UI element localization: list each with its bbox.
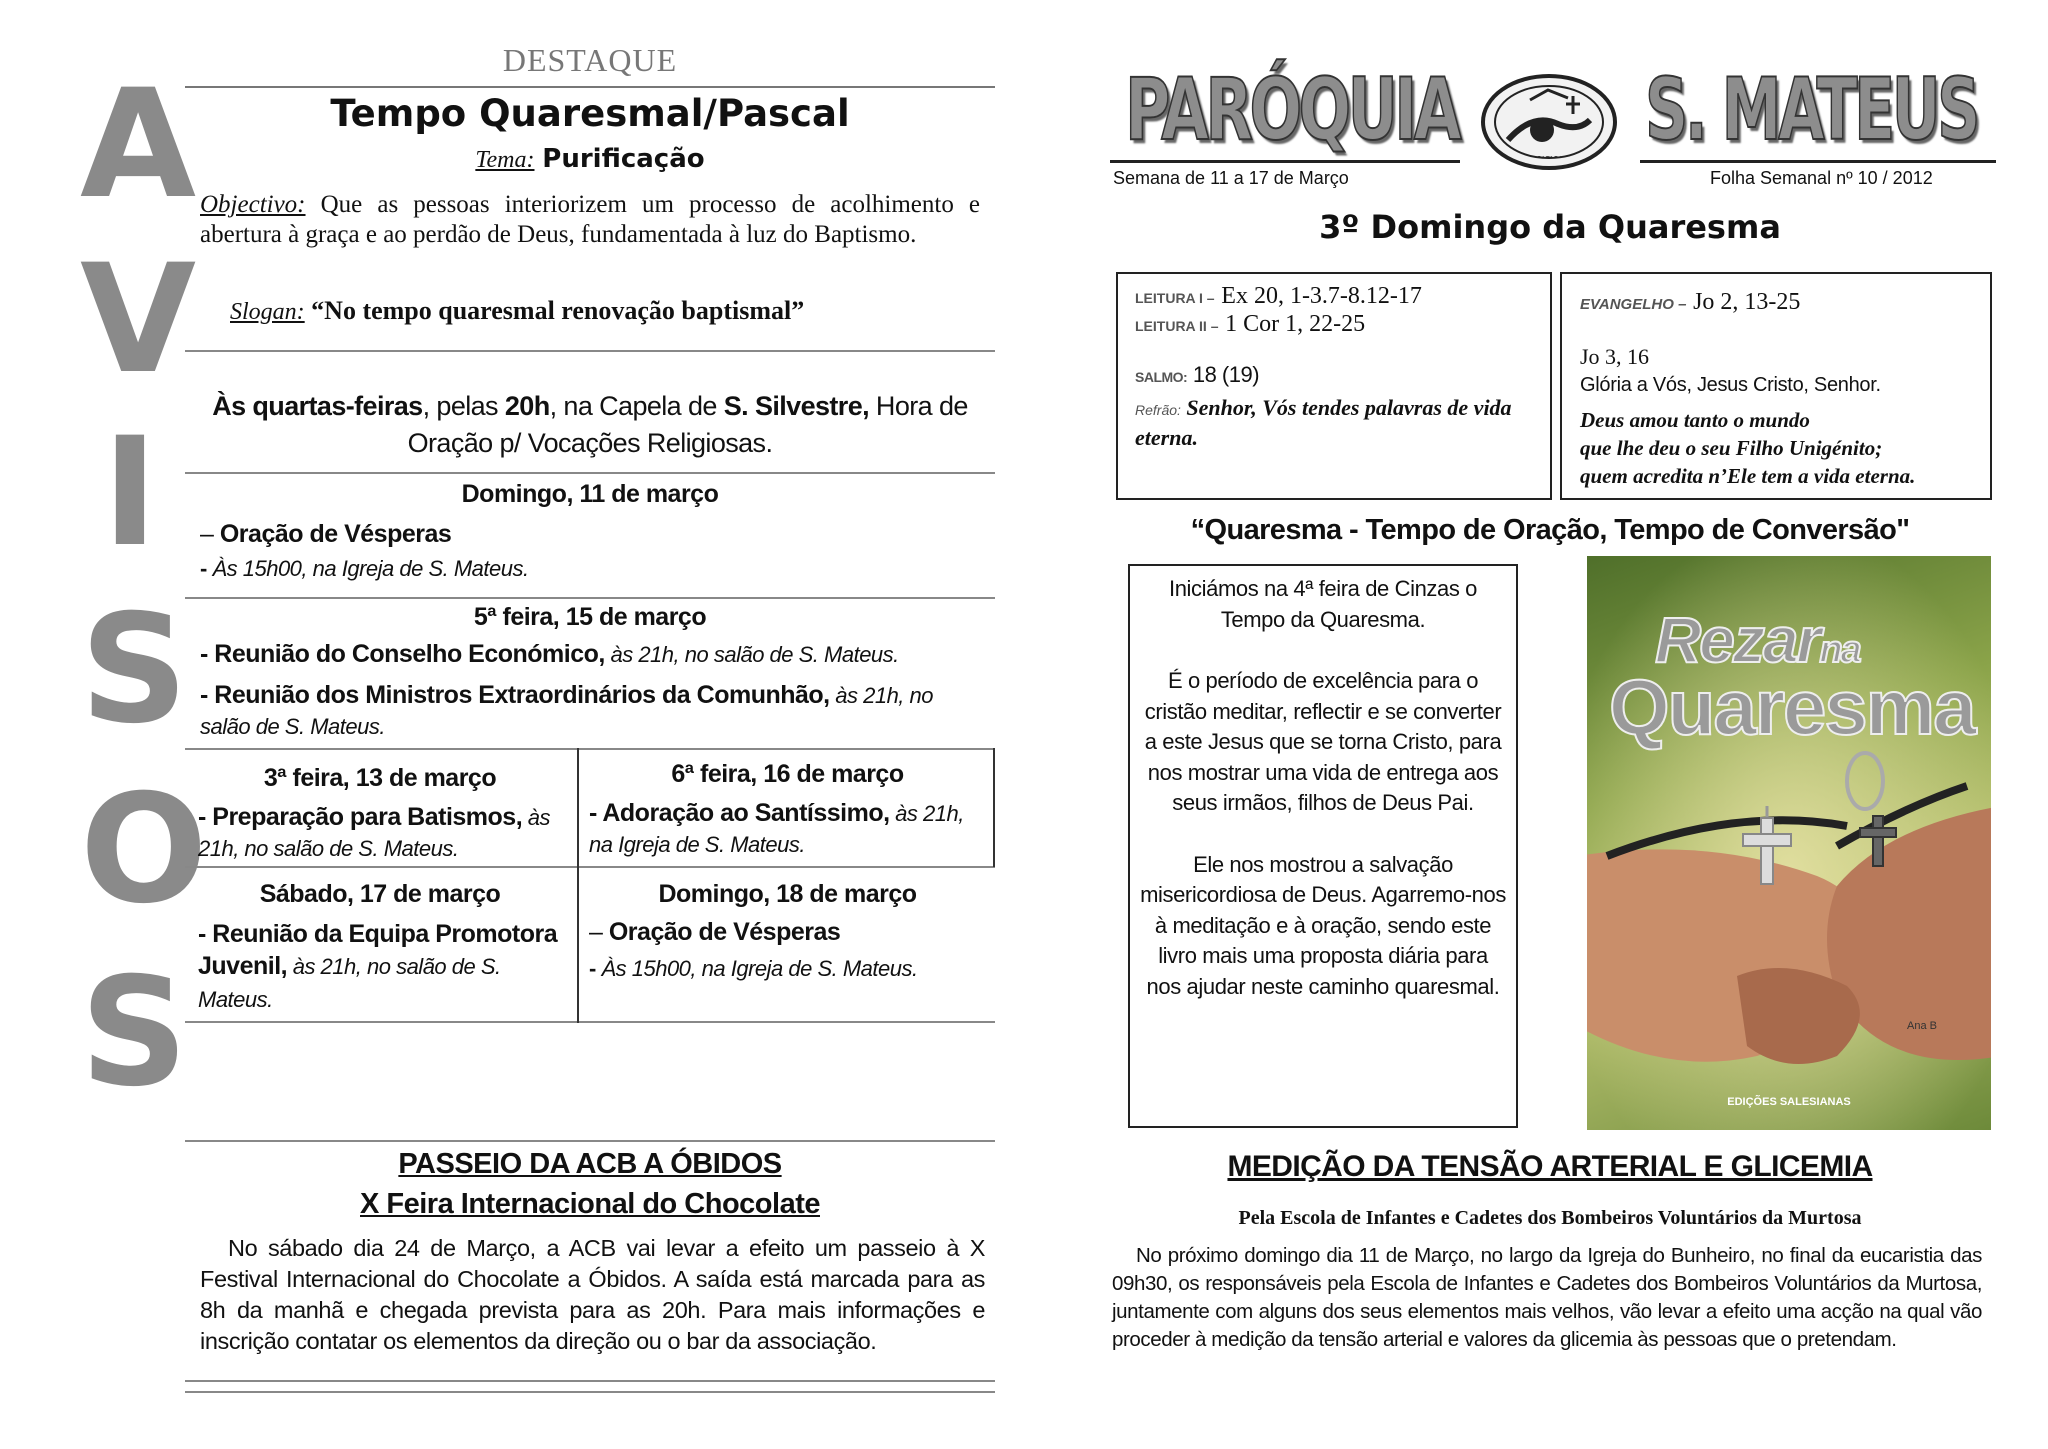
quartas-day: Às quartas-feiras xyxy=(212,391,423,421)
quartas-feiras-notice xyxy=(185,388,995,462)
terca-13-item-detail: às 21h, no salão de S. Mateus. xyxy=(198,805,551,861)
domingo-11-item-text: Oração de Vésperas xyxy=(219,520,452,548)
salmo-label: SALMO: xyxy=(1135,369,1188,385)
quinta-15-title: 5ª feira, 15 de março xyxy=(473,603,707,631)
quinta-15-item2-text: - Reunião dos Ministros Extraordinários da Comunhão, xyxy=(200,681,830,709)
objectivo-label: Objectivo: xyxy=(200,191,306,218)
leitura-1-label: LEITURA I – xyxy=(1135,290,1215,306)
passeio-text: No sábado dia 24 de Março, a ACB vai levar a efeito um passeio à X Festival Internacional do Chocolate a Óbidos. A saída está marcada para as 8h da manhã e chegada prevista para as 20h. Para mais informações e inscrição contatar os elementos da direção ou o bar da associação. xyxy=(200,1235,985,1354)
sexta-16-title: 6ª feira, 16 de março xyxy=(671,760,904,788)
refrao xyxy=(1135,394,1535,452)
destaque-label: DESTAQUE xyxy=(502,42,678,78)
avisos-letter: S xyxy=(80,946,189,1120)
quartas-text: , na Capela de xyxy=(549,391,724,421)
avisos-letter: S xyxy=(80,583,189,757)
quaresma-text xyxy=(1140,574,1506,1002)
domingo-18-item: – Oração de Vésperas xyxy=(589,918,841,946)
domingo-18-item-text: Oração de Vésperas xyxy=(608,918,841,946)
terca-13-item-text: - Preparação para Batismos, xyxy=(198,803,523,831)
sexta-16-item-text: - Adoração ao Santíssimo, xyxy=(589,799,890,827)
sabado-17-item-text: - Reunião da Equipa Promotora Juvenil, xyxy=(198,920,558,980)
tempo-quaresmal-title: Tempo Quaresmal/Pascal xyxy=(330,92,850,135)
leitura-2 xyxy=(1135,310,1365,338)
book-title-word: Rezar xyxy=(1655,604,1820,676)
leitura-1-ref: Ex 20, 1-3.7-8.12-17 xyxy=(1221,283,1422,309)
slogan-text: “No tempo quaresmal renovação baptismal” xyxy=(311,296,805,325)
slogan-label: Slogan: xyxy=(230,299,305,325)
quartas-text: , pelas xyxy=(422,391,505,421)
quaresma-paragraph: Ele nos mostrou a salvação misericordiosa de Deus. Agarremo-nos à meditação e à oração, sendo este livro mais uma proposta diária para nos ajudar neste caminho quaresmal. xyxy=(1140,851,1506,999)
book-title-quaresma: Quaresma xyxy=(1609,663,1975,751)
sexta-16-item xyxy=(589,798,989,860)
salmo-ref: 18 (19) xyxy=(1192,362,1260,387)
quaresma-paragraph: É o período de excelência para o cristão meditar, reflectir e se converter a este Jesus que se torna Cristo, para nos mostrar uma vida de entrega aos seus irmãos, filhos de Deus Pai. xyxy=(1144,668,1502,815)
leitura-2-ref: 1 Cor 1, 22-25 xyxy=(1225,311,1366,337)
terca-13-title: 3ª feira, 13 de março xyxy=(263,764,497,792)
domingo-11-item: – Oração de Vésperas xyxy=(200,520,452,548)
sabado-17-item xyxy=(198,918,578,1016)
slogan-line xyxy=(230,296,970,326)
versiculo-line: que lhe deu o seu Filho Unigénito; xyxy=(1580,436,1883,460)
avisos-letter: A xyxy=(80,58,197,232)
sabado-17-title: Sábado, 17 de março xyxy=(259,880,501,908)
semana-label: Semana de 11 a 17 de Março xyxy=(1113,168,1349,188)
quartas-time: 20h xyxy=(504,391,550,421)
parish-seal-icon xyxy=(1478,72,1620,172)
salmo xyxy=(1135,362,1259,388)
refrao-label: Refrão: xyxy=(1135,402,1181,418)
sabado-17-item-detail: às 21h, no salão de S. Mateus. xyxy=(198,954,501,1012)
domingo-quaresma-title: 3º Domingo da Quaresma xyxy=(1319,208,1781,246)
domingo-18-title: Domingo, 18 de março xyxy=(658,880,917,908)
quinta-15-item2 xyxy=(200,680,980,742)
domingo-18-time: - Às 15h00, na Igreja de S. Mateus. xyxy=(589,956,918,981)
quinta-15-item1 xyxy=(200,640,990,669)
passeio-subtitle: X Feira Internacional do Chocolate xyxy=(360,1188,820,1220)
quinta-15-item2-detail: às 21h, no salão de S. Mateus. xyxy=(200,683,934,739)
terca-13-item xyxy=(198,802,570,864)
domingo-11-time-text: Às 15h00, na Igreja de S. Mateus. xyxy=(212,556,529,581)
avisos-letter: O xyxy=(80,763,208,937)
book-author: Ana B xyxy=(1907,1020,1937,1032)
leitura-1 xyxy=(1135,282,1422,310)
versiculo-line: Deus amou tanto o mundo xyxy=(1580,408,1810,432)
versiculo xyxy=(1580,406,1915,490)
book-title-word: na xyxy=(1819,629,1860,671)
quartas-place: S. Silvestre, xyxy=(723,391,870,421)
versiculo-line: quem acredita n’Ele tem a vida eterna. xyxy=(1580,464,1916,488)
domingo-11-time: - Às 15h00, na Igreja de S. Mateus. xyxy=(200,556,529,581)
tema-line xyxy=(185,142,995,174)
quinta-15-item1-detail: às 21h, no salão de S. Mateus. xyxy=(604,642,899,667)
quartas-text: Hora de Oração p/ Vocações Religiosas. xyxy=(407,391,968,458)
avisos-letter: V xyxy=(80,233,197,407)
masthead-paroquia: PARÓQUIA xyxy=(1125,60,1459,160)
quaresma-paragraph: Iniciámos na 4ª feira de Cinzas o Tempo da Quaresma. xyxy=(1169,576,1477,632)
leitura-2-label: LEITURA II – xyxy=(1135,318,1219,334)
evangelho-ref: Jo 2, 13-25 xyxy=(1693,289,1801,315)
medicao-title: MEDIÇÃO DA TENSÃO ARTERIAL E GLICEMIA xyxy=(1227,1150,1873,1183)
quaresma-title: “Quaresma - Tempo de Oração, Tempo de Conversão" xyxy=(1190,514,1910,546)
domingo-11-title: Domingo, 11 de março xyxy=(461,480,719,508)
tema-value: Purificação xyxy=(542,144,705,174)
tema-label: Tema: xyxy=(475,147,535,173)
domingo-18-time-text: Às 15h00, na Igreja de S. Mateus. xyxy=(601,956,918,981)
refrao-text: Senhor, Vós tendes palavras de vida eterna. xyxy=(1135,395,1512,450)
quinta-15-item1-text: - Reunião do Conselho Económico, xyxy=(200,640,605,668)
book-cover-image xyxy=(1587,556,1991,1130)
avisos-letter: I xyxy=(102,406,158,580)
masthead-s-mateus: S. MATEUS xyxy=(1645,60,1977,160)
medicao-text: No próximo domingo dia 11 de Março, no largo da Igreja do Bunheiro, no final da eucaristia das 09h30, os responsáveis pela Escola de Infantes e Cadetes dos Bombeiros Voluntários da Murtosa, juntamente com alguns dos seus elementos mais velhos, vão levar a efeito uma acção na qual vão proceder à medição da tensão arterial e valores da glicemia às pessoas que o pretendam. xyxy=(1112,1244,1982,1351)
svg-text:~~~: ~~~ xyxy=(1536,152,1562,163)
folha-label: Folha Semanal nº 10 / 2012 xyxy=(1710,168,1933,188)
passeio-title: PASSEIO DA ACB A ÓBIDOS xyxy=(398,1148,782,1180)
objectivo-paragraph xyxy=(200,190,980,250)
evangelho xyxy=(1580,288,1800,316)
evangelho-label: EVANGELHO – xyxy=(1580,296,1687,313)
jo-ref: Jo 3, 16 xyxy=(1580,344,1650,369)
sexta-16-item-detail: às 21h, na Igreja de S. Mateus. xyxy=(589,801,964,857)
gloria-text: Glória a Vós, Jesus Cristo, Senhor. xyxy=(1580,374,1881,396)
objectivo-text: Que as pessoas interiorizem um processo de acolhimento e abertura à graça e ao perdão de Deus, fundamentada à luz do Baptismo. xyxy=(200,191,980,248)
medicao-subtitle: Pela Escola de Infantes e Cadetes dos Bombeiros Voluntários da Murtosa xyxy=(1238,1207,1862,1229)
book-publisher: EDIÇÕES SALESIANAS xyxy=(1727,1096,1851,1108)
